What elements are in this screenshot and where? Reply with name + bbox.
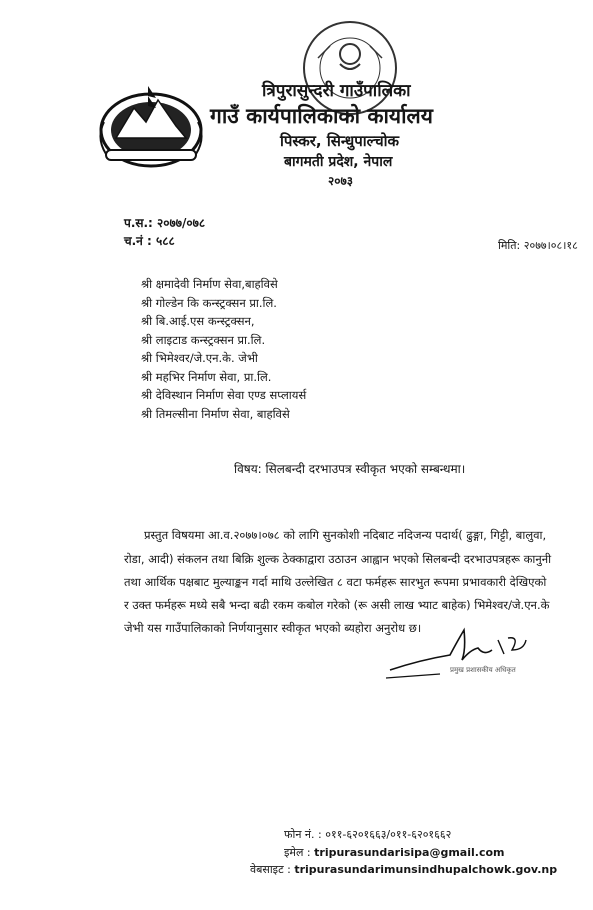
- footer-email: [284, 845, 504, 860]
- municipality-name: त्रिपुरासुन्दरी गाउँपालिका: [262, 81, 411, 101]
- established-year: २०७३: [328, 174, 353, 188]
- signature-stamp-text: प्रमुख प्रशासकीय अधिकृत: [450, 666, 516, 674]
- province-country: बागमती प्रदेश, नेपाल: [284, 154, 393, 170]
- patra-sankhya: प.स.: २०७७/०७८: [124, 216, 206, 230]
- email-label: इमेल :: [284, 846, 311, 859]
- recipient-item: श्री लाइटाड कन्स्ट्रक्सन प्रा.लि.: [141, 333, 266, 347]
- recipient-item: श्री गोल्डेन कि कन्स्ट्रक्सन प्रा.लि.: [141, 296, 277, 310]
- phone-number: ०११-६२०१६६३/०११-६२०१६६२: [325, 828, 452, 841]
- web-label: वेबसाइट :: [250, 863, 291, 876]
- phone-label: फोन नं. :: [284, 828, 322, 841]
- body-line: जेभी यस गाउँपालिकाको निर्णयानुसार स्वीकृत भएको ब्यहोरा अनुरोध छ।: [124, 621, 422, 635]
- recipient-item: श्री देविस्थान निर्माण सेवा एण्ड सप्लायर्स: [141, 388, 307, 402]
- letter-subject: विषय: सिलबन्दी दरभाउपत्र स्वीकृत भएको सम्बन्धमा।: [234, 462, 466, 476]
- recipient-item: श्री बि.आई.एस कन्स्ट्रक्सन,: [141, 314, 255, 328]
- recipient-item: श्री क्षमादेवी निर्माण सेवा,बाहविसे: [141, 277, 278, 291]
- website-url[interactable]: tripurasundarimunsindhupalchowk.gov.np: [294, 863, 558, 876]
- recipient-item: श्री तिमल्सीना निर्माण सेवा, बाहविसे: [141, 407, 290, 421]
- office-name: गाउँ कार्यपालिकाको कार्यालय: [210, 104, 433, 128]
- body-line: र उक्त फर्महरू मध्ये सबै भन्दा बढी रकम कबोल गरेको (रू असी लाख भ्याट बाहेक) भिमेश्वर/जे.एन.के: [124, 598, 550, 612]
- footer-website: [250, 862, 557, 877]
- nepal-emblem-icon: [96, 78, 206, 170]
- letter-date: मिति: २०७७।०८।१८: [498, 239, 578, 252]
- signature-image: [380, 620, 540, 690]
- recipient-item: श्री महभिर निर्माण सेवा, प्रा.लि.: [141, 370, 272, 384]
- body-line: रोडा, आदी) संकलन तथा बिक्रि शुल्क ठेक्काद्वारा उठाउन आह्वान भएको सिलबन्दी दरभाउपत्रहरू कानुनी: [124, 552, 552, 566]
- recipient-item: श्री भिमेश्वर/जे.एन.के. जेभी: [141, 351, 258, 365]
- chalani-number: च.नं : ५८८: [124, 234, 175, 248]
- office-address: पिस्कर, सिन्धुपाल्चोक: [280, 132, 400, 150]
- email-address[interactable]: tripurasundarisipa@gmail.com: [314, 846, 505, 859]
- body-line: तथा आर्थिक पक्षबाट मुल्याङ्कन गर्दा माथि उल्लेखित ८ वटा फर्महरू सारभुत रूपमा प्रभावकारी देखिएको: [124, 575, 547, 589]
- body-line: प्रस्तुत विषयमा आ.व.२०७७।०७८ को लागि सुनकोशी नदिबाट नदिजन्य पदार्थ( ढुङ्गा, गिट्टी, बालुवा,: [144, 528, 547, 542]
- footer-phone: [284, 827, 451, 842]
